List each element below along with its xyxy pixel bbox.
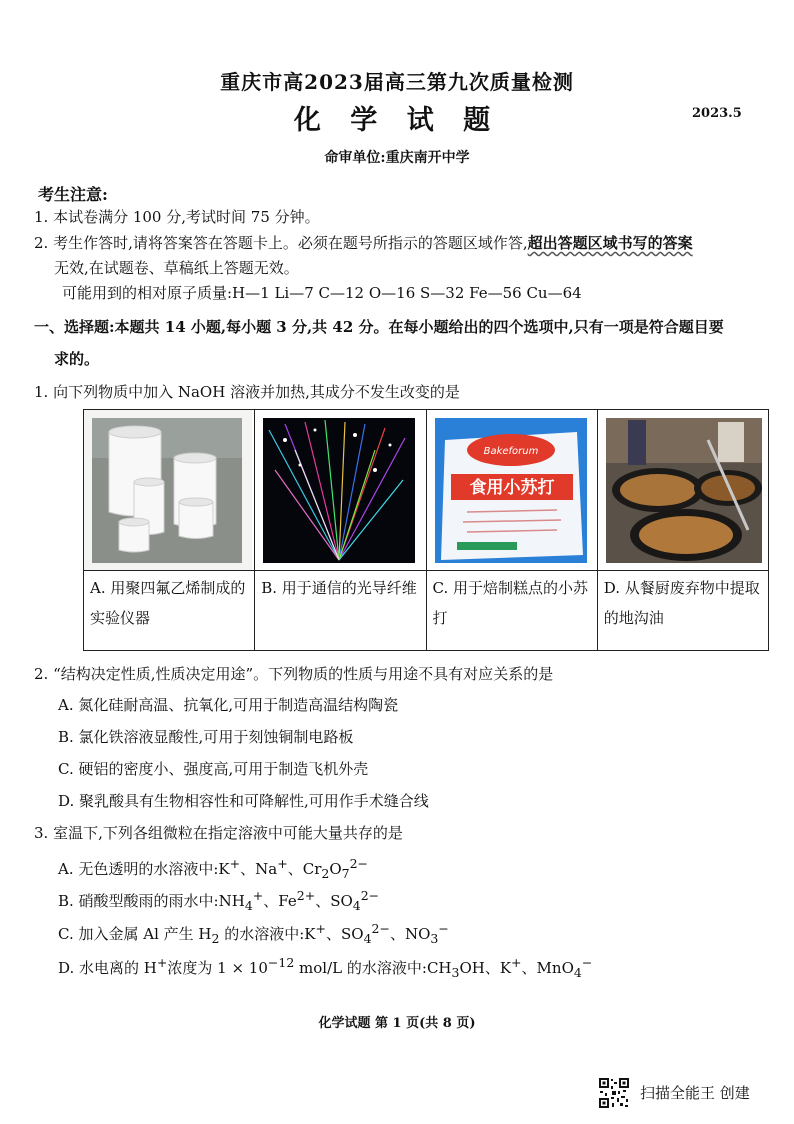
page-footer: 化学试题 第 1 页(共 8 页) <box>318 1016 476 1031</box>
ion-symbol: Fe <box>278 892 297 910</box>
subscript: 2 <box>321 866 330 881</box>
q1-option-d <box>597 571 768 651</box>
q2-option-c: C. 硬铝的密度小、强度高,可用于制造飞机外壳 <box>58 760 369 778</box>
q2-stem: 2. “结构决定性质,性质决定用途”。下列物质的性质与用途不具有对应关系的是 <box>34 665 554 683</box>
subscript: 2 <box>211 931 220 946</box>
ptfe-labware-image <box>84 410 254 570</box>
separator: 、 <box>521 959 537 977</box>
ion-symbol: Cr <box>302 860 322 878</box>
atomic-masses: 可能用到的相对原子质量:H—1 Li—7 C—12 O—16 S—32 Fe—56 Cu—64 <box>62 284 582 302</box>
ion-charge: + <box>252 888 264 903</box>
ion-charge: 2+ <box>296 888 316 903</box>
separator: 、 <box>287 860 303 878</box>
ion-symbol: Na <box>255 860 278 878</box>
notice-item-1: 1. 本试卷满分 100 分,考试时间 75 分钟。 <box>34 208 320 226</box>
package-brand: Bakeforum <box>483 446 538 457</box>
ion-charge: + <box>277 856 288 871</box>
q3-d-text-mid2: mol/L 的水溶液中:CH <box>294 959 452 977</box>
q1-image-d-cell <box>597 410 768 571</box>
q1-image-a-cell <box>84 410 255 571</box>
ion-charge: − <box>581 955 593 970</box>
q1-option-b <box>255 571 426 651</box>
q1-option-d-text: D. 从餐厨废弃物中提取的地沟油 <box>603 579 760 627</box>
q1-option-a-text: A. 用聚四氟乙烯制成的实验仪器 <box>90 579 246 627</box>
notice-item-2-emphasis: 超出答题区域书写的答案 <box>527 234 693 252</box>
ion-charge: 2− <box>349 856 369 871</box>
q3-option-b <box>58 885 379 917</box>
q3-option-c <box>58 918 449 950</box>
subscript: 4 <box>363 931 372 946</box>
ion-symbol: NO <box>404 925 431 943</box>
subscript: 4 <box>244 898 253 913</box>
baking-soda-image <box>427 410 597 570</box>
ion-charge: + <box>156 955 168 970</box>
exponent: −12 <box>267 955 295 970</box>
q3-a-text: A. 无色透明的水溶液中:K <box>58 860 230 878</box>
q1-image-c-cell <box>426 410 597 571</box>
q1-stem: 1. 向下列物质中加入 NaOH 溶液并加热,其成分不发生改变的是 <box>34 383 460 401</box>
ion-charge: 2− <box>371 921 390 936</box>
q3-d-text: D. 水电离的 H <box>58 959 157 977</box>
q1-options-table <box>83 409 769 651</box>
notice-heading: 考生注意: <box>38 185 108 204</box>
q1-option-b-text: B. 用于通信的光导纤维 <box>261 579 417 597</box>
q3-option-d <box>58 952 592 984</box>
ion-charge: 2− <box>360 888 380 903</box>
ion-charge: + <box>511 955 522 970</box>
q2-option-a: A. 氮化硅耐高温、抗氧化,可用于制造高温结构陶瓷 <box>58 696 399 714</box>
ion-symbol: SO <box>340 925 364 943</box>
separator: 、 <box>263 892 279 910</box>
subscript: 4 <box>352 898 361 913</box>
setter-unit: 命审单位:重庆南开中学 <box>324 150 470 166</box>
section-heading: 一、选择题:本题共 14 小题,每小题 3 分,共 42 分。在每小题给出的四个选项中,只有一项是符合题目要 <box>34 318 724 336</box>
q3-c-text: C. 加入金属 Al 产生 H <box>58 925 212 943</box>
q1-option-c <box>426 571 597 651</box>
notice-item-2-text: 2. 考生作答时,请将答案答在答题卡上。必须在题号所指示的答题区域作答, <box>34 234 528 252</box>
exam-date: 2023.5 <box>692 106 742 121</box>
q3-c-text-mid: 的水溶液中:K <box>219 925 316 943</box>
q3-option-a <box>58 853 368 885</box>
ion-charge: + <box>229 856 241 871</box>
q2-option-b: B. 氯化铁溶液显酸性,可用于刻蚀铜制电路板 <box>58 728 354 746</box>
subject-title: 化 学 试 题 <box>293 105 501 136</box>
subscript: 7 <box>341 866 350 881</box>
notice-item-2 <box>34 232 693 254</box>
exam-title: 重庆市高2023届高三第九次质量检测 <box>220 70 574 94</box>
separator: 、 <box>389 925 405 943</box>
section-heading-cont: 求的。 <box>54 350 100 368</box>
ion-symbol: O <box>329 860 342 878</box>
q1-image-b-cell <box>255 410 426 571</box>
qr-code-icon <box>598 1077 630 1109</box>
separator: 、 <box>240 860 256 878</box>
ion-charge: + <box>315 921 326 936</box>
separator: 、 <box>325 925 341 943</box>
q3-d-text-mid: 浓度为 1 × 10 <box>167 959 268 977</box>
q1-option-c-text: C. 用于焙制糕点的小苏打 <box>432 579 588 627</box>
q3-stem: 3. 室温下,下列各组微粒在指定溶液中可能大量共存的是 <box>34 824 403 842</box>
subscript: 3 <box>451 965 460 980</box>
subscript: 4 <box>573 965 582 980</box>
separator: 、 <box>315 892 331 910</box>
package-title: 食用小苏打 <box>469 478 554 498</box>
q3-b-text: B. 硝酸型酸雨的雨水中:NH <box>58 892 245 910</box>
scanner-watermark: 扫描全能王 创建 <box>640 1084 750 1102</box>
q1-option-a <box>84 571 255 651</box>
notice-item-2-cont: 无效,在试题卷、草稿纸上答题无效。 <box>54 259 299 277</box>
gutter-oil-image <box>598 410 768 570</box>
ion-charge: − <box>438 921 449 936</box>
q2-option-d: D. 聚乳酸具有生物相容性和可降解性,可用作手术缝合线 <box>58 792 429 810</box>
ion-symbol: MnO <box>536 959 574 977</box>
optical-fiber-image <box>255 410 425 570</box>
subscript: 3 <box>430 931 439 946</box>
q3-d-text-post: OH、K <box>459 959 512 977</box>
ion-symbol: SO <box>330 892 353 910</box>
